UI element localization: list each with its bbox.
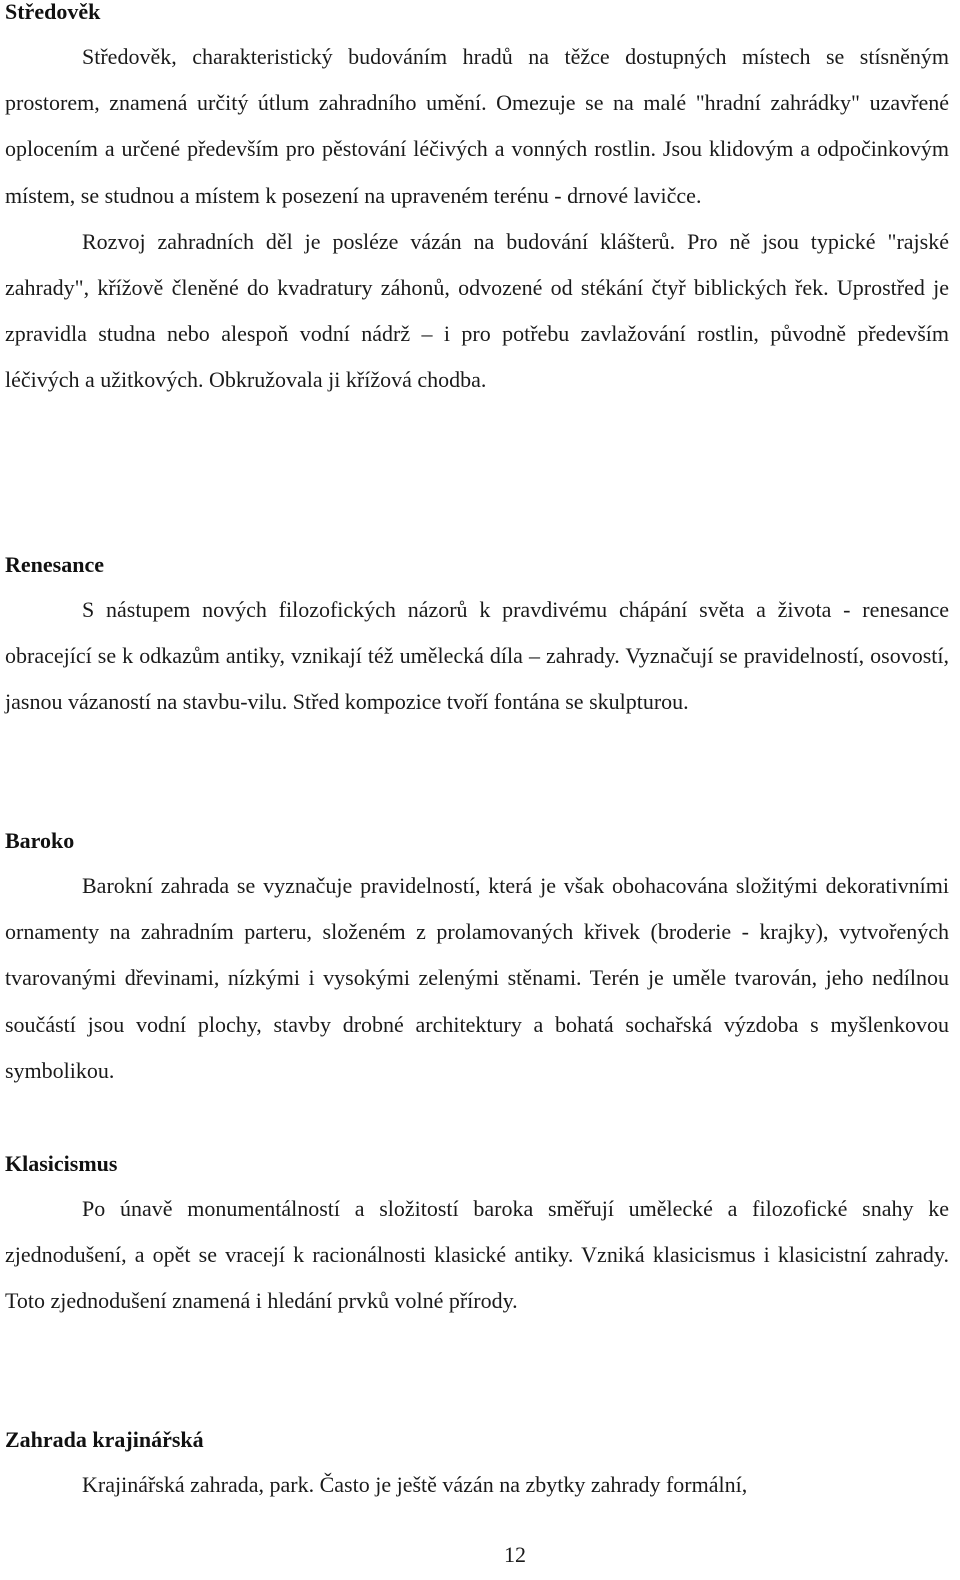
section-renesance	[5, 553, 949, 726]
section-paragraph: Po únavě monumentálností a složitostí baroka směřují umělecké a filozofické snahy ke zjednodušení, a opět se vracejí k racionálnosti klasické antiky. Vzniká klasicismus i klasicistní zahrady. Toto zjednodušení znamená i hledání prvků volné přírody.	[5, 1196, 949, 1314]
section-heading: Baroko	[5, 828, 75, 853]
section-heading: Zahrada krajinářská	[5, 1427, 204, 1452]
section-baroko	[5, 829, 949, 1094]
section-paragraph: Středověk, charakteristický budováním hradů na těžce dostupných místech se stísněným prostorem, znamená určitý útlum zahradního umění. Omezuje se na malé "hradní zahrádky" uzavřené oplocením a určené především pro pěstování léčivých a vonných rostlin. Jsou klidovým a odpočinkovým místem, se studnou a místem k posezení na upraveném terénu - drnové lavičce.	[5, 44, 949, 208]
section-klasicismus	[5, 1152, 949, 1325]
page-number: 12	[504, 1542, 526, 1567]
section-paragraph: Krajinářská zahrada, park. Často je ještě vázán na zbytky zahrady formální,	[82, 1472, 748, 1497]
section-heading: Renesance	[5, 552, 104, 577]
section-zahrada-krajinarska	[5, 1428, 949, 1508]
section-heading: Středověk	[5, 0, 101, 24]
section-heading: Klasicismus	[5, 1151, 118, 1176]
section-paragraph: S nástupem nových filozofických názorů k pravdivému chápání světa a života - renesance obracející se k odkazům antiky, vznikají též umělecká díla – zahrady. Vyznačují se pravidelností, osovostí, jasnou vázaností na stavbu-vilu. Střed kompozice tvoří fontána se skulpturou.	[5, 597, 949, 715]
section-paragraph: Rozvoj zahradních děl je posléze vázán na budování klášterů. Pro ně jsou typické "rajské zahrady", křížově členěné do kvadratury záhonů, odvozené od stékání čtyř biblických řek. Uprostřed je zpravidla studna nebo alespoň vodní nádrž – i pro potřebu zavlažování rostlin, původně především léčivých a užitkových. Obkružovala ji křížová chodba.	[5, 228, 949, 393]
section-stredovek	[5, 0, 949, 404]
section-paragraph: Barokní zahrada se vyznačuje pravidelností, která je však obohacována složitými dekorativními ornamenty na zahradním parteru, složeném z prolamovaných křivek (broderie - krajky), vytvořených tvarovanými dřevinami, nízkými i vysokými zelenými stěnami. Terén je uměle tvarován, jeho nedílnou součástí jsou vodní plochy, stavby drobné architektury a bohatá sochařská výzdoba s myšlenkovou symbolikou.	[5, 873, 949, 1083]
